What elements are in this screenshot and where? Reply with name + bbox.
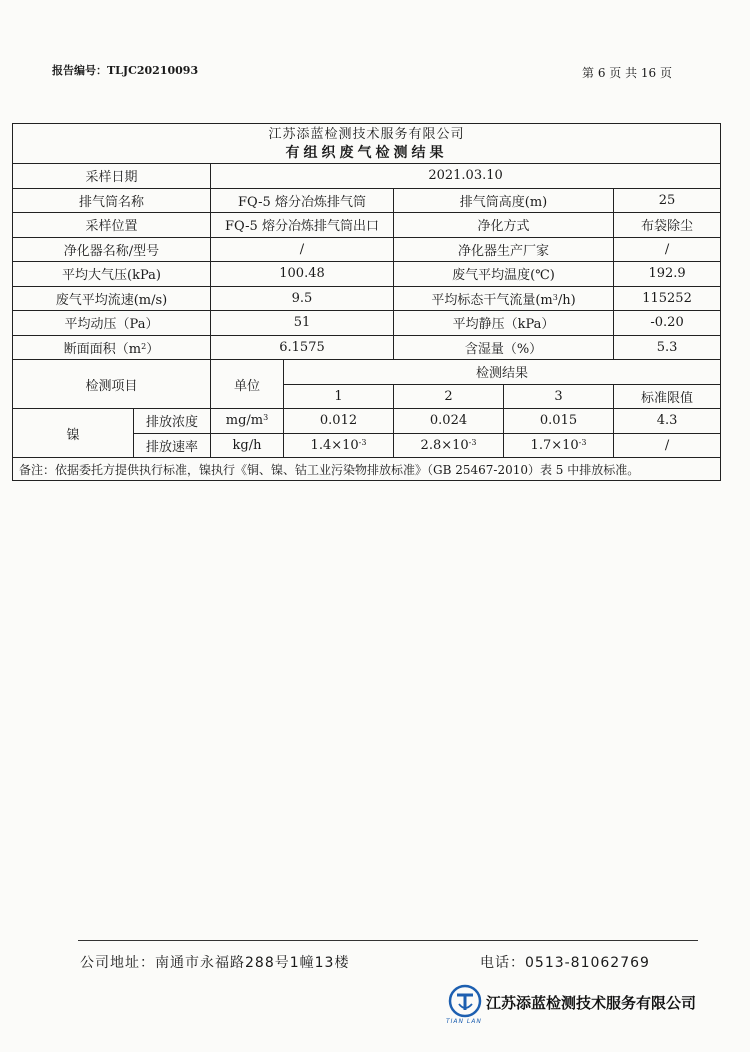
table-row [13,262,721,287]
purifier-label: 净化器名称/型号 [13,237,211,262]
area-label-sup: 2 [141,341,147,351]
rate-1-exp: -3 [358,437,367,447]
manufacturer-label: 净化器生产厂家 [394,237,614,262]
table-row [13,164,721,189]
report-number: 报告编号：TLJC20210093 [52,64,199,77]
rate-label: 排放速率 [134,433,211,458]
company-heading: 江苏添蓝检测技术服务有限公司 [268,127,465,142]
pollutant-name: 镍 [13,409,134,458]
rate-2-base: 2.8×10 [420,437,469,453]
manufacturer-value: / [614,237,721,262]
flow-label [394,286,614,311]
purification-label: 净化方式 [394,213,614,238]
sample-location-label: 采样位置 [13,213,211,238]
table-row [13,311,721,336]
concentration-unit [211,409,284,434]
flow-value: 115252 [614,286,721,311]
table-row [13,213,721,238]
stack-name-label: 排气筒名称 [13,188,211,213]
footer-divider [78,940,698,941]
stack-name-value: FQ-5 熔分冶炼排气筒 [211,188,394,213]
concentration-unit-text: mg/m [225,413,264,429]
rate-1-base: 1.4×10 [310,437,359,453]
rate-3-base: 1.7×10 [530,437,579,453]
moisture-value: 5.3 [614,335,721,360]
area-label-text: 断面面积（m [63,341,142,357]
result-col-3: 3 [504,384,614,409]
result-col-2: 2 [394,384,504,409]
table-row [13,335,721,360]
results-table [12,123,721,481]
rate-2 [394,433,504,458]
stack-height-value: 25 [614,188,721,213]
temperature-label: 废气平均温度(℃) [394,262,614,287]
sampling-date-value: 2021.03.10 [211,164,721,189]
table-title-row [13,124,721,164]
company-address: 公司地址：南通市永福路288号1幢13楼 [80,955,350,971]
rate-3-exp: -3 [578,437,587,447]
table-title: 有组织废气检测结果 [285,145,448,161]
concentration-label: 排放浓度 [134,409,211,434]
velocity-value: 9.5 [211,286,394,311]
rate-limit: / [614,433,721,458]
pressure-label: 平均大气压(kPa) [13,262,211,287]
temperature-value: 192.9 [614,262,721,287]
sampling-date-label: 采样日期 [13,164,211,189]
page-indicator: 第 6 页 共 16 页 [582,66,672,80]
concentration-limit: 4.3 [614,409,721,434]
results-header: 检测结果 [284,360,721,385]
moisture-label: 含湿量（%） [394,335,614,360]
purification-value: 布袋除尘 [614,213,721,238]
area-value: 6.1575 [211,335,394,360]
table-row [13,188,721,213]
result-col-1: 1 [284,384,394,409]
stack-height-label: 排气筒高度(m) [394,188,614,213]
table-row [13,409,721,434]
flow-label-sup: 3 [552,292,558,302]
concentration-2: 0.024 [394,409,504,434]
logo-caption: TIAN LAN [446,1018,482,1025]
area-label-tail: ） [146,341,160,357]
flow-label-tail: /h) [557,292,576,308]
remarks: 备注：依据委托方提供执行标准，镍执行《铜、镍、钴工业污染物排放标准》（GB 25467-2010）表 5 中排放标准。 [13,458,721,481]
footer-company-name: 江苏添蓝检测技术服务有限公司 [486,994,697,1012]
pressure-value: 100.48 [211,262,394,287]
dynamic-pressure-value: 51 [211,311,394,336]
rate-1 [284,433,394,458]
unit-header: 单位 [211,360,284,409]
flow-label-text: 平均标态干气流量(m [431,292,553,308]
table-row [13,237,721,262]
area-label [13,335,211,360]
table-row [13,458,721,481]
limit-header: 标准限值 [614,384,721,409]
table-row [13,360,721,385]
sample-location-value: FQ-5 熔分冶炼排气筒出口 [211,213,394,238]
rate-3 [504,433,614,458]
concentration-1: 0.012 [284,409,394,434]
rate-unit: kg/h [211,433,284,458]
company-logo-icon [448,984,482,1018]
company-phone: 电话：0513-81062769 [480,955,650,971]
concentration-3: 0.015 [504,409,614,434]
concentration-unit-sup: 3 [263,413,269,423]
velocity-label: 废气平均流速(m/s) [13,286,211,311]
rate-2-exp: -3 [468,437,477,447]
static-pressure-value: -0.20 [614,311,721,336]
table-title-cell [13,124,721,164]
static-pressure-label: 平均静压（kPa） [394,311,614,336]
purifier-value: / [211,237,394,262]
test-item-header: 检测项目 [13,360,211,409]
dynamic-pressure-label: 平均动压（Pa） [13,311,211,336]
table-row [13,286,721,311]
